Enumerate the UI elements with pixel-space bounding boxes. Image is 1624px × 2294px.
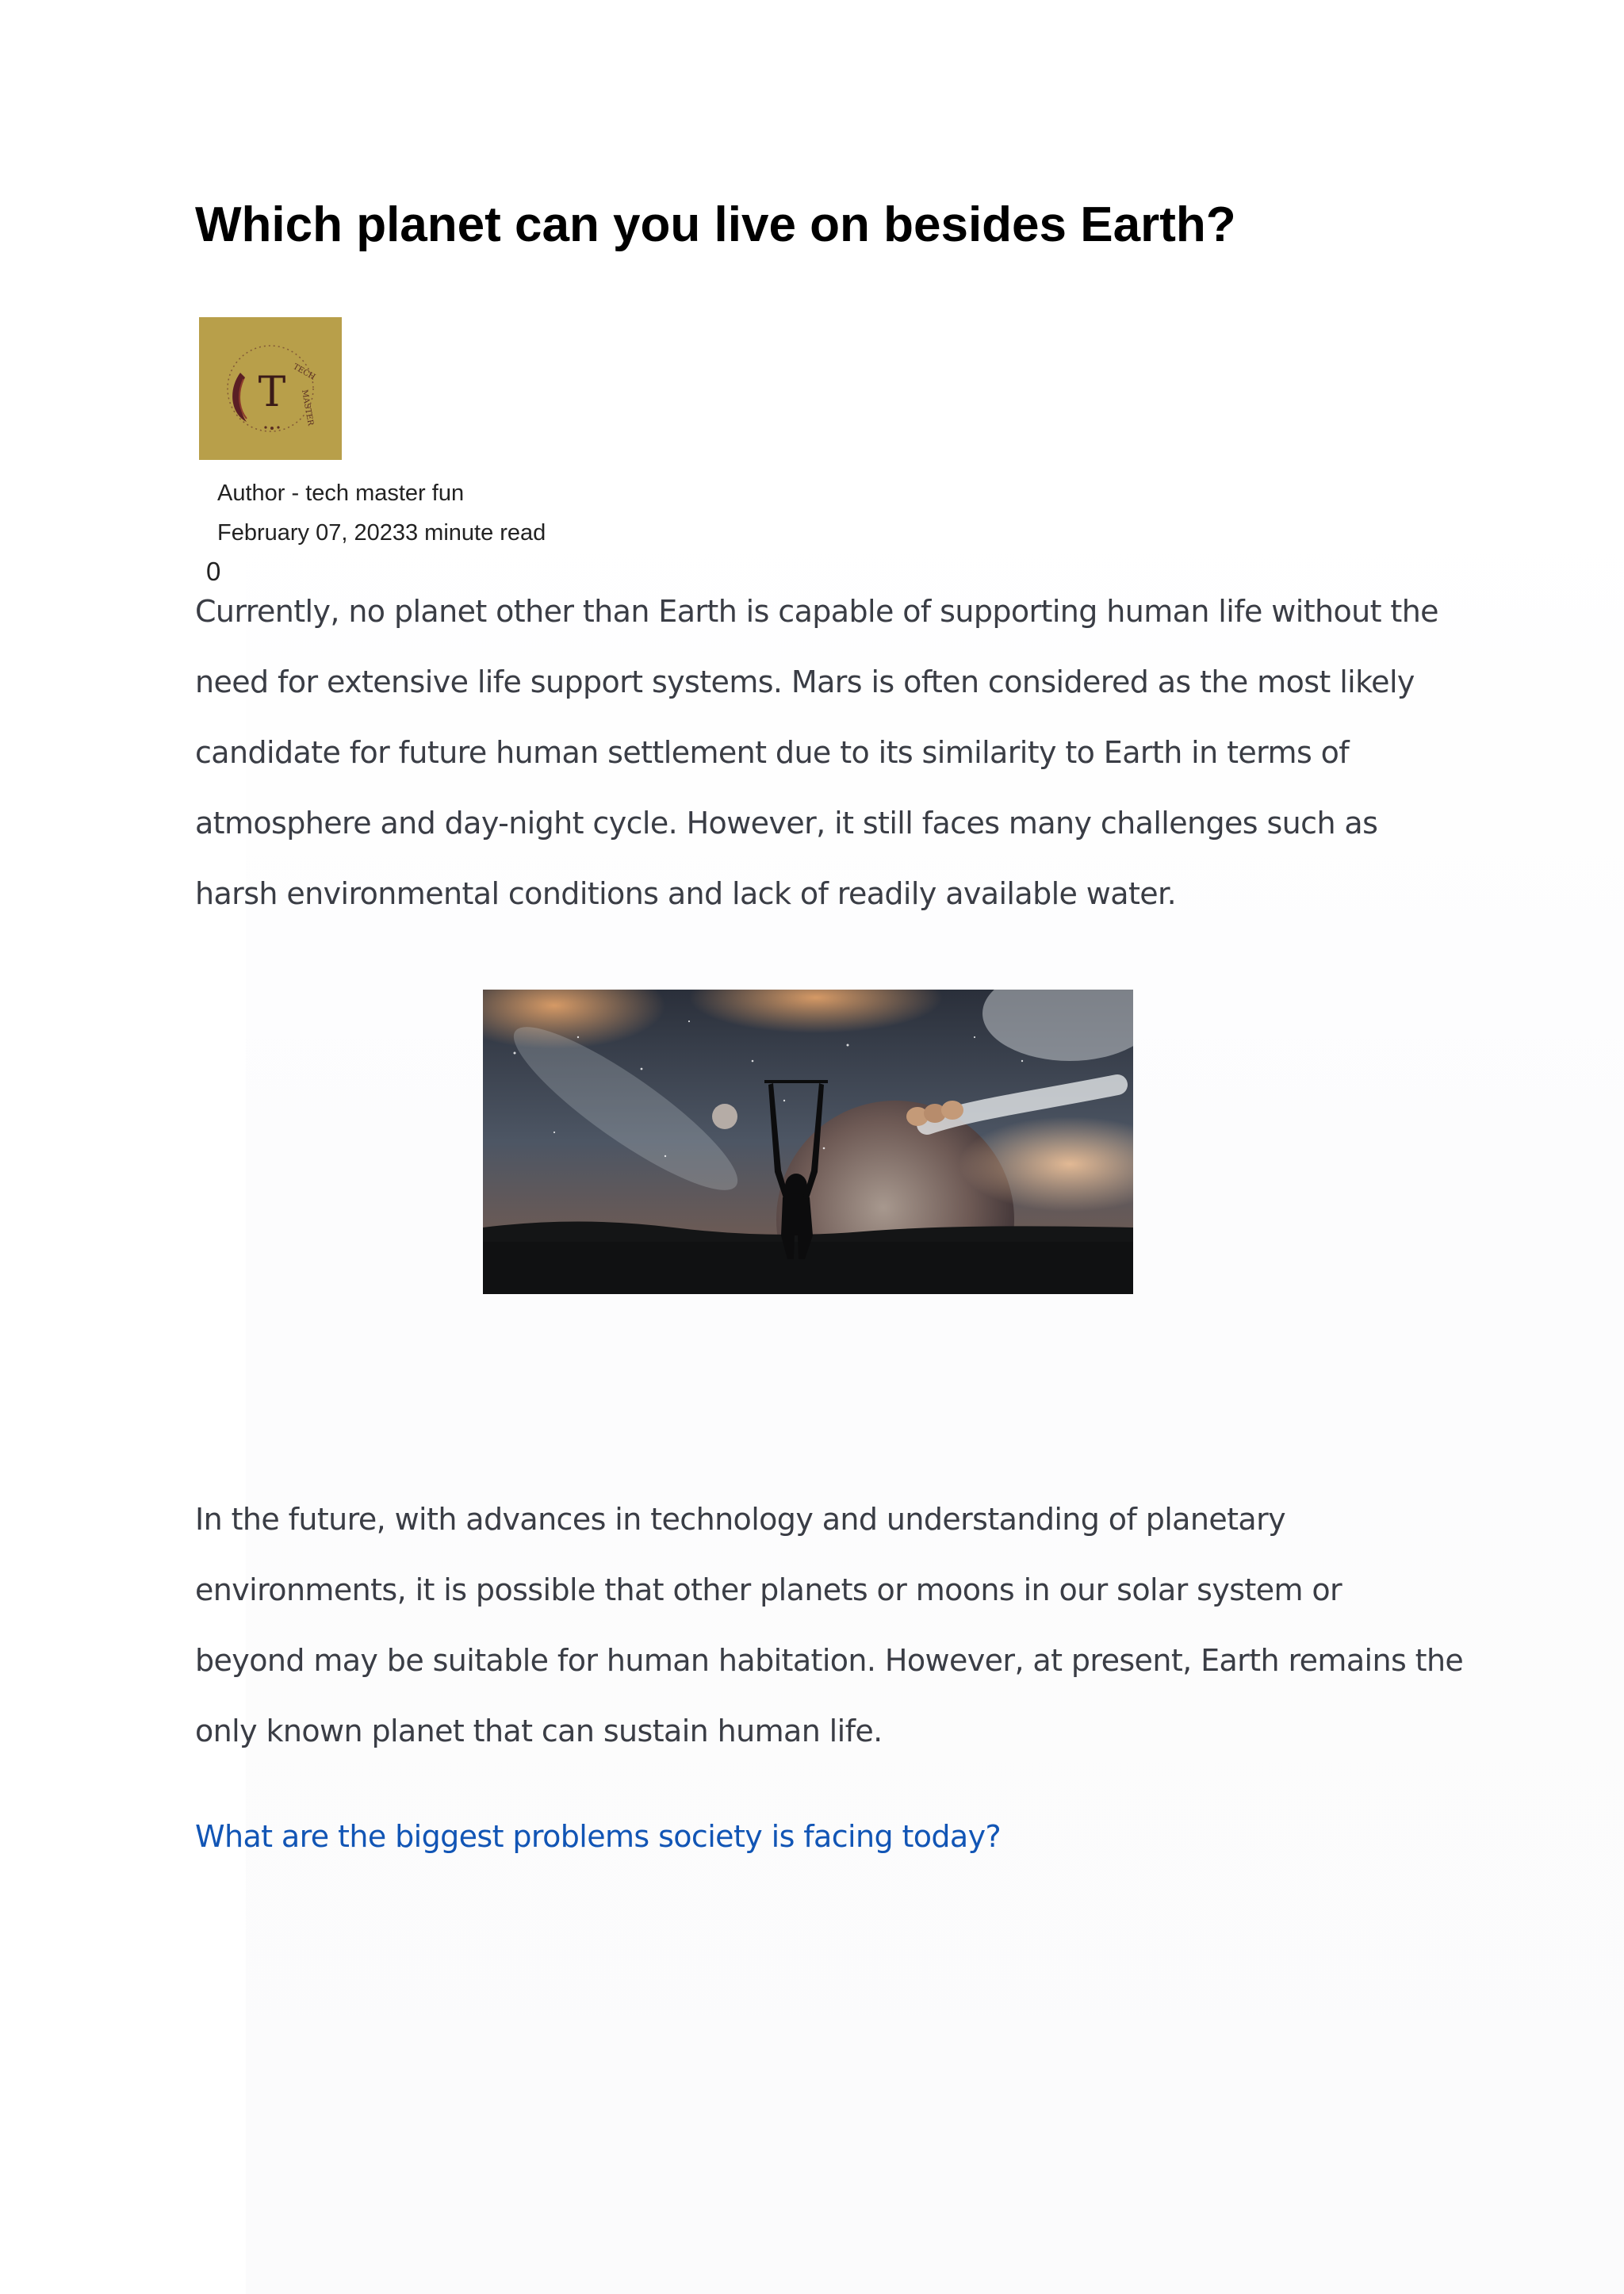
article-paragraph-1: [195, 576, 1448, 929]
paragraph-line: Currently, no planet other than Earth is capable of supporting human life without the: [195, 594, 1438, 629]
hero-image: [483, 990, 1133, 1294]
paragraph-line: atmosphere and day-night cycle. However, it still faces many challenges such as: [195, 806, 1378, 841]
publish-date-read-time: February 07, 20233 minute read: [217, 520, 546, 546]
author-name[interactable]: Author - tech master fun: [217, 481, 465, 506]
author-avatar[interactable]: [199, 317, 342, 460]
svg-text:TECH: TECH: [291, 362, 317, 382]
paragraph-line: In the future, with advances in technology and understanding of planetary: [195, 1502, 1286, 1537]
paragraph-line: environments, it is possible that other planets or moons in our solar system or: [195, 1572, 1342, 1607]
article-paragraph-2: [195, 1484, 1464, 1767]
related-article-link[interactable]: What are the biggest problems society is facing today?: [195, 1819, 1002, 1854]
paragraph-line: only known planet that can sustain human life.: [195, 1714, 883, 1748]
svg-text:MASTER: MASTER: [300, 389, 315, 427]
paragraph-line: beyond may be suitable for human habitation. However, at present, Earth remains the: [195, 1643, 1464, 1678]
paragraph-line: harsh environmental conditions and lack of readily available water.: [195, 876, 1177, 911]
article-title: Which planet can you live on besides Earth?: [195, 197, 1236, 252]
svg-text:T: T: [258, 369, 286, 416]
comment-count[interactable]: 0: [206, 557, 221, 586]
paragraph-line: candidate for future human settlement due to its similarity to Earth in terms of: [195, 735, 1350, 770]
paragraph-line: need for extensive life support systems. Mars is often considered as the most likely: [195, 664, 1415, 699]
